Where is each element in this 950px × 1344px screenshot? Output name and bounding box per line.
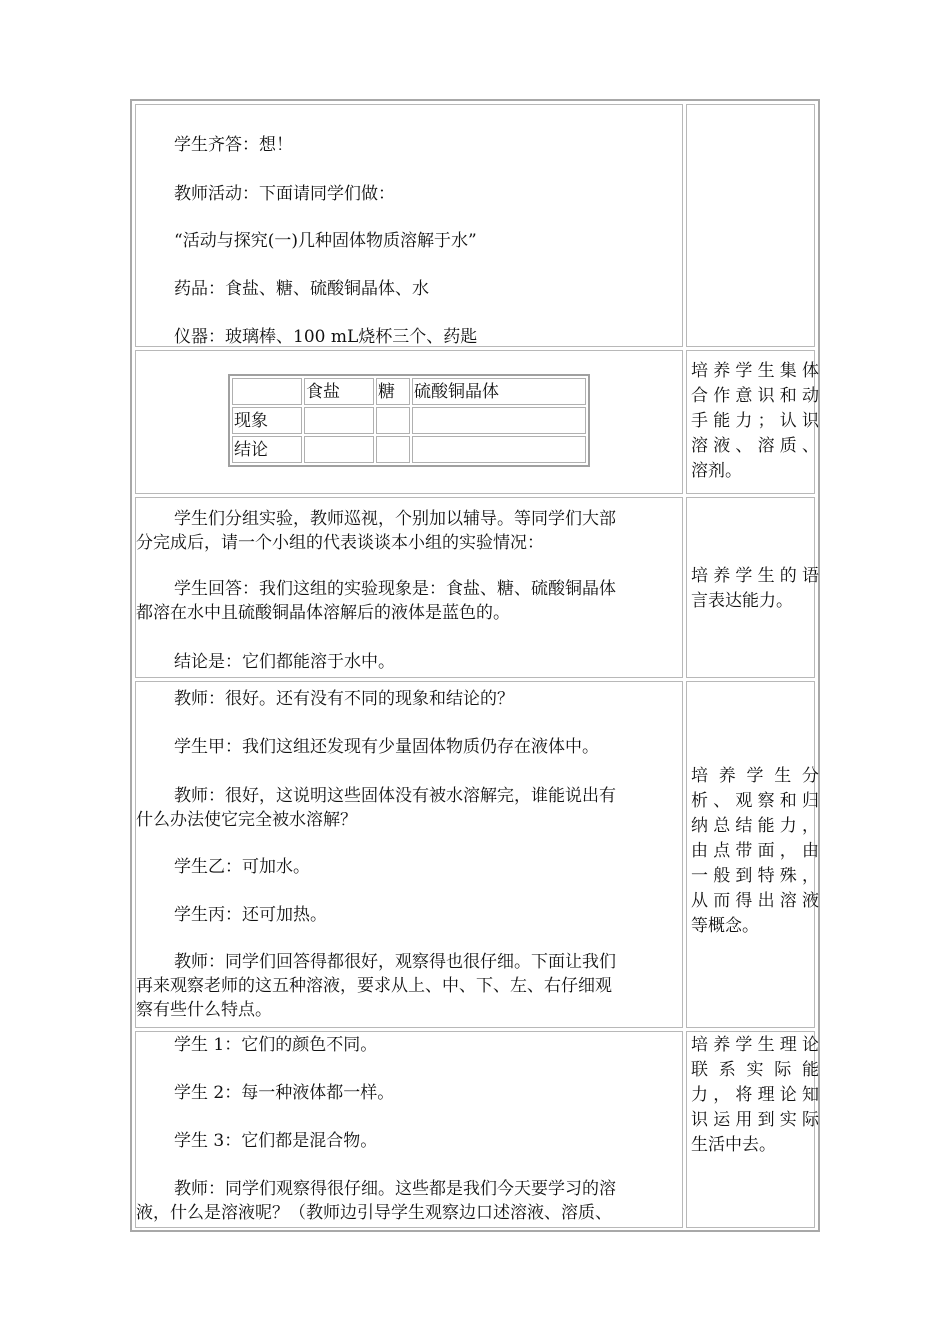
text-line: 结论是：它们都能溶于水中。 bbox=[174, 652, 395, 672]
table-cell bbox=[304, 407, 374, 434]
paragraph bbox=[136, 650, 720, 674]
text-line: 学生 3：它们都是混合物。 bbox=[174, 1131, 378, 1151]
text-line: 教师：很好，这说明这些固体没有被水溶解完，谁能说出有 bbox=[174, 786, 616, 806]
text-line: 学生丙：还可加热。 bbox=[174, 905, 327, 925]
note-line: 言表达能力。 bbox=[691, 591, 793, 611]
paragraph bbox=[136, 507, 682, 555]
table-header-cell bbox=[232, 378, 302, 405]
text-line: 学生乙：可加水。 bbox=[174, 857, 310, 877]
note-cell bbox=[686, 104, 815, 347]
teaching-goal-note bbox=[691, 359, 819, 484]
text-line: 学生回答：我们这组的实验现象是：食盐、糖、硫酸铜晶体 bbox=[174, 579, 616, 599]
text-line: 学生们分组实验，教师巡视，个别加以辅导。等同学们大部 bbox=[174, 509, 616, 529]
note-line: 生活中去。 bbox=[691, 1135, 776, 1155]
lesson-plan-page bbox=[130, 99, 820, 1232]
note-line: 由点带面，由 bbox=[691, 841, 819, 861]
text-line: 学生甲：我们这组还发现有少量固体物质仍存在液体中。 bbox=[174, 737, 599, 757]
paragraph bbox=[136, 687, 720, 711]
note-line: 培养学生集体 bbox=[691, 361, 819, 381]
note-line: 合作意识和动 bbox=[691, 386, 819, 406]
content-cell bbox=[135, 1031, 683, 1228]
paragraph bbox=[136, 229, 720, 253]
text-line: 什么办法使它完全被水溶解？ bbox=[136, 810, 357, 830]
paragraph bbox=[136, 735, 720, 759]
text-line: 教师活动：下面请同学们做： bbox=[174, 184, 395, 204]
note-line: 溶液、溶质、 bbox=[691, 436, 819, 456]
teaching-goal-note bbox=[691, 564, 819, 614]
note-line: 手能力；认识 bbox=[691, 411, 819, 431]
section-row-3 bbox=[135, 497, 819, 678]
content-cell bbox=[135, 497, 683, 678]
note-line: 识运用到实际 bbox=[691, 1110, 819, 1130]
table-header-cell: 食盐 bbox=[304, 378, 374, 405]
table-cell bbox=[376, 436, 410, 463]
paragraph bbox=[136, 1129, 720, 1153]
text-line: 学生 2：每一种液体都一样。 bbox=[174, 1083, 395, 1103]
note-line: 力，将理论知 bbox=[691, 1085, 819, 1105]
paragraph bbox=[136, 1081, 720, 1105]
table-cell bbox=[376, 407, 410, 434]
text-line: 再来观察老师的这五种溶液，要求从上、中、下、左、右仔细观 bbox=[136, 976, 612, 996]
note-cell bbox=[686, 1031, 819, 1228]
table-cell bbox=[304, 436, 374, 463]
teaching-goal-note bbox=[691, 764, 819, 939]
text-line: 教师：很好。还有没有不同的现象和结论的？ bbox=[174, 689, 514, 709]
table-header-cell: 硫酸铜晶体 bbox=[412, 378, 586, 405]
table-row-label: 结论 bbox=[232, 436, 302, 463]
paragraph bbox=[136, 1177, 682, 1225]
note-cell bbox=[686, 681, 819, 1028]
note-line: 溶剂。 bbox=[691, 461, 742, 481]
text-line: 教师：同学们回答得都很好，观察得也很仔细。下面让我们 bbox=[174, 952, 616, 972]
paragraph bbox=[136, 325, 720, 349]
content-cell bbox=[135, 350, 683, 494]
text-line: 教师：同学们观察得很仔细。这些都是我们今天要学习的溶 bbox=[174, 1179, 616, 1199]
paragraph bbox=[136, 277, 720, 301]
note-line: 培养学生理论 bbox=[691, 1035, 819, 1055]
section-row-1 bbox=[135, 104, 815, 347]
table-header-row bbox=[232, 378, 586, 405]
paragraph bbox=[136, 855, 720, 879]
paragraph bbox=[136, 903, 720, 927]
note-line: 纳总结能力， bbox=[691, 816, 819, 836]
note-line: 一般到特殊， bbox=[691, 866, 819, 886]
note-line: 等概念。 bbox=[691, 916, 759, 936]
table-row bbox=[232, 436, 586, 463]
note-line: 联系实际能 bbox=[691, 1060, 819, 1080]
section-row-4 bbox=[135, 681, 819, 1028]
text-line: 药品：食盐、糖、硫酸铜晶体、水 bbox=[174, 279, 429, 299]
paragraph bbox=[136, 784, 682, 832]
text-line: 都溶在水中且硫酸铜晶体溶解后的液体是蓝色的。 bbox=[136, 603, 510, 623]
section-row-5 bbox=[135, 1031, 819, 1228]
text-line: 学生齐答：想！ bbox=[174, 135, 293, 155]
table-row-label: 现象 bbox=[232, 407, 302, 434]
note-line: 析、观察和归 bbox=[691, 791, 819, 811]
text-line: 分完成后，请一个小组的代表谈谈本小组的实验情况： bbox=[136, 533, 544, 553]
text-line: 仪器：玻璃棒、100 mL烧杯三个、药匙 bbox=[174, 327, 478, 347]
text-line: 学生 1：它们的颜色不同。 bbox=[174, 1035, 378, 1055]
note-cell bbox=[686, 497, 819, 678]
note-line: 从而得出溶液 bbox=[691, 891, 819, 911]
table-row bbox=[232, 407, 586, 434]
paragraph bbox=[136, 1033, 720, 1057]
table-header-cell: 糖 bbox=[376, 378, 410, 405]
content-cell bbox=[135, 681, 683, 1028]
paragraph bbox=[136, 182, 720, 206]
text-line: “活动与探究(一)几种固体物质溶解于水” bbox=[174, 231, 477, 251]
text-line: 液，什么是溶液呢？（教师边引导学生观察边口述溶液、溶质、 bbox=[136, 1203, 612, 1223]
text-line: 察有些什么特点。 bbox=[136, 1000, 272, 1020]
paragraph bbox=[136, 133, 720, 157]
paragraph bbox=[136, 950, 682, 1022]
note-line: 培养学生的语 bbox=[691, 566, 819, 586]
paragraph bbox=[136, 577, 682, 625]
table-cell bbox=[412, 436, 586, 463]
section-row-2 bbox=[135, 350, 819, 494]
note-line: 培养学生分 bbox=[691, 766, 819, 786]
content-cell bbox=[135, 104, 683, 347]
observation-table bbox=[228, 374, 590, 467]
table-cell bbox=[412, 407, 586, 434]
note-cell bbox=[686, 350, 819, 494]
teaching-goal-note bbox=[691, 1033, 819, 1158]
